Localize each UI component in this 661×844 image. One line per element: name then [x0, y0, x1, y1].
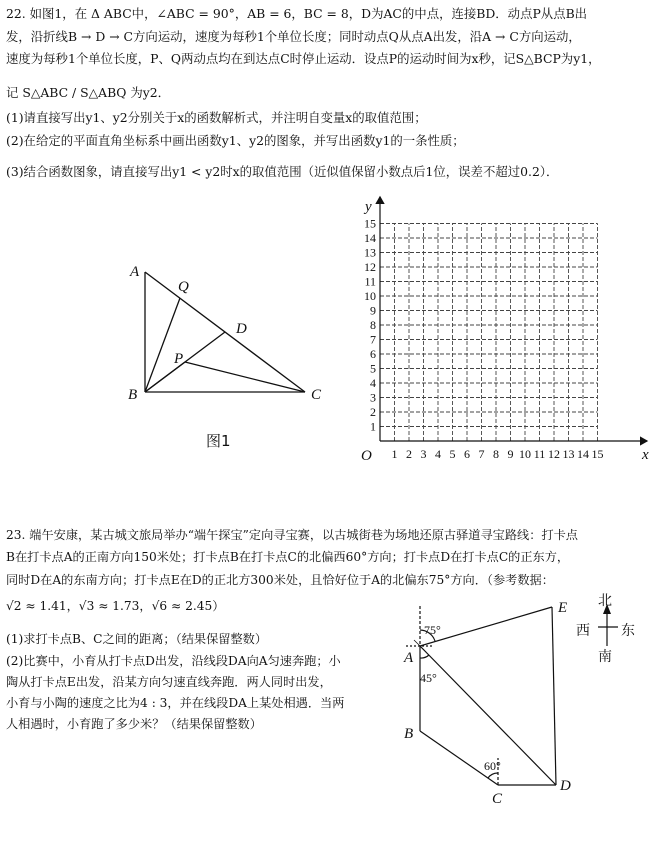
- q23-line-7: 陶从打卡点E出发，沿某方向匀速直线奔跑．两人同时出发，: [6, 675, 332, 689]
- q23-line-6: (2)比赛中，小育从打卡点D出发，沿线段DA向A匀速奔跑；小: [6, 654, 341, 668]
- compass: [576, 590, 656, 664]
- x-tick-label: 4: [435, 447, 441, 461]
- x-tick-label: 11: [533, 447, 546, 461]
- compass-east: 东: [621, 623, 635, 639]
- figure-1-caption: 图1: [206, 432, 231, 450]
- q23-line-4: √2 ≈ 1.41，√3 ≈ 1.73，√6 ≈ 2.45）: [6, 599, 225, 613]
- point-a-label: A: [130, 264, 140, 280]
- y-axis-label: y: [365, 199, 372, 215]
- y-tick-label: 9: [370, 303, 376, 318]
- y-tick-label: 11: [364, 274, 376, 289]
- x-tick-label: 10: [519, 447, 531, 461]
- q22-coordinate-grid: [355, 193, 655, 471]
- y-tick-label: 10: [364, 289, 376, 303]
- y-tick-label: 3: [370, 390, 376, 405]
- y-tick-label: 6: [370, 347, 376, 361]
- y-tick-label: 14: [364, 231, 376, 245]
- q22-line-1: 22. 如图1，在 Δ ABC中，∠ABC = 90°，AB = 6，BC = 8，D为AC的中点，连接BD．动点P从点B出: [6, 6, 588, 21]
- x-tick-label: 12: [548, 447, 560, 461]
- q22-figure-triangle: [0, 200, 360, 460]
- y-tick-label: 1: [370, 419, 376, 434]
- q22-line-5: (1)请直接写出y1、y2分别关于x的函数解析式，并注明自变量x的取值范围；: [6, 110, 427, 125]
- q23-line-9: 人相遇时，小育跑了多少米？（结果保留整数）: [6, 717, 262, 731]
- q22-line-2: 发，沿折线B → D → C方向运动，速度为每秒1个单位长度；同时动点Q从点A出发，沿A → C方向运动，: [6, 29, 581, 44]
- y-tick-label: 12: [364, 260, 376, 274]
- origin-label: O: [361, 448, 372, 464]
- angle-60: 60°: [484, 759, 501, 773]
- q22-line-6: (2)在给定的平面直角坐标系中画出函数y1、y2的图象，并写出函数y1的一条性质；: [6, 133, 465, 148]
- q23-line-1: 23. 端午安康，某古城文旅局举办“端午探宝”定向寻宝赛，以古城街巷为场地还原古驿道寻宝路线：打卡点: [6, 528, 578, 542]
- x-tick-label: 5: [449, 447, 456, 461]
- angle-45: 45°: [420, 671, 437, 685]
- x-tick-label: 1: [391, 447, 398, 461]
- point-d-label: D: [236, 321, 247, 337]
- compass-west: 西: [576, 623, 590, 639]
- y-tick-label: 15: [364, 216, 376, 231]
- x-tick-label: 2: [406, 447, 412, 461]
- x-tick-label: 6: [464, 447, 470, 461]
- y-tick-label: 4: [370, 376, 376, 390]
- q23-line-8: 小育与小陶的速度之比为4 : 3，并在线段DA上某处相遇．当两: [6, 696, 345, 710]
- compass-north: 北: [598, 593, 612, 609]
- x-tick-label: 13: [562, 447, 575, 461]
- route-point-a: A: [404, 650, 414, 666]
- route-point-d: D: [560, 778, 571, 794]
- point-p-label: P: [174, 351, 184, 367]
- q22-line-7: (3)结合函数图象，请直接写出y1 < y2时x的取值范围（近似值保留小数点后1位，误差不超过0.2）．: [6, 164, 559, 179]
- route-point-e: E: [558, 600, 568, 616]
- x-tick-label: 3: [420, 447, 427, 461]
- x-tick-label: 15: [591, 447, 604, 461]
- x-tick-label: 14: [577, 447, 589, 461]
- q22-line-4: 记 S△ABC / S△ABQ 为y2．: [6, 85, 170, 100]
- q23-line-5: (1)求打卡点B、C之间的距离；（结果保留整数）: [6, 632, 268, 646]
- q23-line-2: B在打卡点A的正南方向150米处；打卡点B在打卡点C的北偏西60°方向；打卡点D在打卡点C的正东方，: [6, 550, 570, 564]
- route-point-b: B: [404, 726, 414, 742]
- x-axis-label: x: [642, 447, 649, 463]
- y-tick-label: 13: [364, 245, 376, 260]
- y-tick-label: 5: [370, 361, 376, 376]
- compass-south: 南: [598, 649, 612, 665]
- x-tick-label: 8: [493, 447, 499, 461]
- y-tick-label: 8: [370, 318, 376, 332]
- q22-line-3: 速度为每秒1个单位长度，P、Q两动点均在到达点C时停止运动．设点P的运动时间为x秒，记S△BCP为y1，: [6, 51, 601, 66]
- angle-75: 75°: [424, 623, 441, 637]
- point-q-label: Q: [178, 279, 189, 295]
- point-c-label: C: [311, 387, 322, 403]
- point-b-label: B: [128, 387, 138, 403]
- x-tick-label: 7: [478, 447, 485, 461]
- y-tick-label: 7: [370, 332, 376, 347]
- x-tick-label: 9: [507, 447, 514, 461]
- q23-line-3: 同时D在A的东南方向；打卡点E在D的正北方300米处，且恰好位于A的北偏东75°方向．（参考数据：: [6, 573, 554, 587]
- route-point-c: C: [492, 791, 503, 807]
- y-tick-label: 2: [370, 405, 376, 419]
